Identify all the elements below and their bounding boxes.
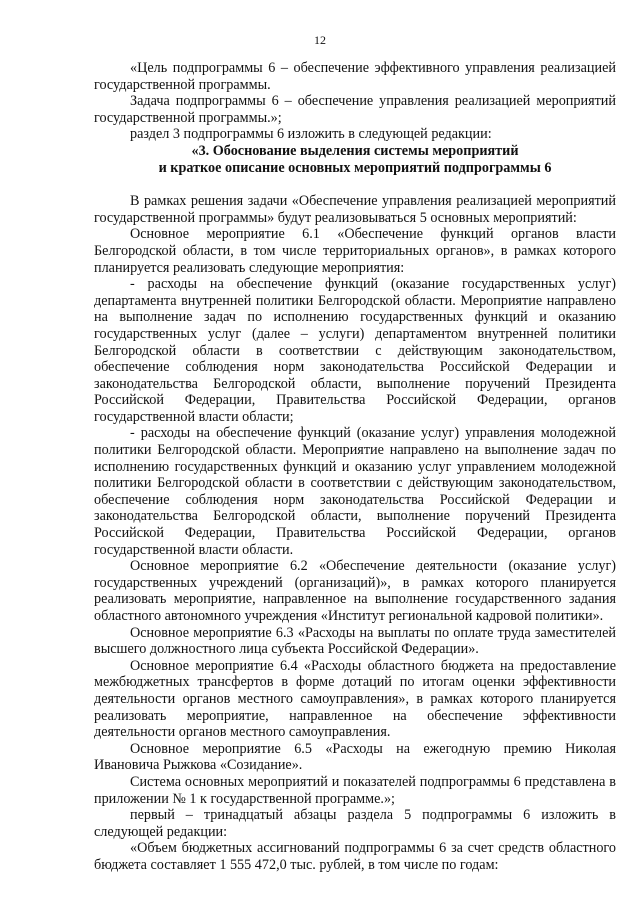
paragraph-expenses-department: - расходы на обеспечение функций (оказание государственных услуг) департамента внутренней политики Белгородской области. Мероприятие направлено на выполнение задач по исполнению государственных функций и оказанию государственных услуг (далее – услуги) департаментом внутренней политики Белгородской области в соответствии с действующим законодательством, обеспечение соблюдения норм законодательства Российской Федерации и законодательства Белгородской области, выполнение поручений Президента Российской Федерации, Правительства Российской Федерации, органов государственной власти области;: [94, 276, 616, 425]
spacer: [94, 176, 616, 193]
paragraph-measure-6-1: Основное мероприятие 6.1 «Обеспечение функций органов власти Белгородской области, в том числе территориальных органов», в рамках которого планируется реализовать следующие мероприятия:: [94, 226, 616, 276]
paragraph-measure-6-3: Основное мероприятие 6.3 «Расходы на выплаты по оплате труда заместителей высшего должностного лица субъекта Российской Федерации».: [94, 624, 616, 658]
section-heading-line-2: и краткое описание основных мероприятий подпрограммы 6: [158, 159, 552, 176]
paragraph-system-measures: Система основных мероприятий и показателей подпрограммы 6 представлена в приложении № 1 к государственной программе.»;: [94, 773, 616, 807]
paragraph-expenses-youth: - расходы на обеспечение функций (оказание услуг) управления молодежной политики Белгородской области. Мероприятие направлено на выполнение задач по исполнению государственных функций и оказанию услуг управлением молодежной политики Белгородской области в соответствии с действующим законодательством, обеспечение соблюдения норм законодательства Российской Федерации и законодательства Белгородской области, выполнение поручений Президента Российской Федерации, Правительства Российской Федерации, органов государственной власти области.: [94, 425, 616, 558]
paragraph-section-5-instruction: первый – тринадцатый абзацы раздела 5 подпрограммы 6 изложить в следующей редакции:: [94, 807, 616, 840]
paragraph-intro: В рамках решения задачи «Обеспечение управления реализацией мероприятий государственной программы» будут реализовываться 5 основных мероприятий:: [94, 193, 616, 226]
page-number: 12: [314, 33, 326, 47]
paragraph-measure-6-4: Основное мероприятие 6.4 «Расходы областного бюджета на предоставление межбюджетных трансфертов в форме дотаций по итогам оценки эффективности деятельности органов местного самоуправления», в рамках которого планируется реализовать мероприятие, направленное на обеспечение эффективности деятельности органов местного самоуправления.: [94, 657, 616, 741]
paragraph-task: Задача подпрограммы 6 – обеспечение управления реализацией мероприятий государственной программы.»;: [94, 93, 616, 126]
paragraph-measure-6-2: Основное мероприятие 6.2 «Обеспечение деятельности (оказание услуг) государственных учреждений (организаций)», в рамках которого планируется реализовать мероприятие, направленное на выполнение государственного задания областного автономного учреждения «Институт региональной кадровой политики».: [94, 558, 616, 624]
paragraph-measure-6-5: Основное мероприятие 6.5 «Расходы на ежегодную премию Николая Ивановича Рыжкова «Созидание».: [94, 740, 616, 774]
document-body: [94, 60, 616, 874]
section-heading-line-1: «3. Обоснование выделения системы мероприятий: [191, 142, 519, 159]
paragraph-section-instruction: раздел 3 подпрограммы 6 изложить в следующей редакции:: [130, 126, 492, 143]
paragraph-goal: «Цель подпрограммы 6 – обеспечение эффективного управления реализацией государственной программы.: [94, 60, 616, 93]
paragraph-budget-volume: «Объем бюджетных ассигнований подпрограммы 6 за счет средств областного бюджета составляет 1 555 472,0 тыс. рублей, в том числе по годам:: [94, 840, 616, 873]
